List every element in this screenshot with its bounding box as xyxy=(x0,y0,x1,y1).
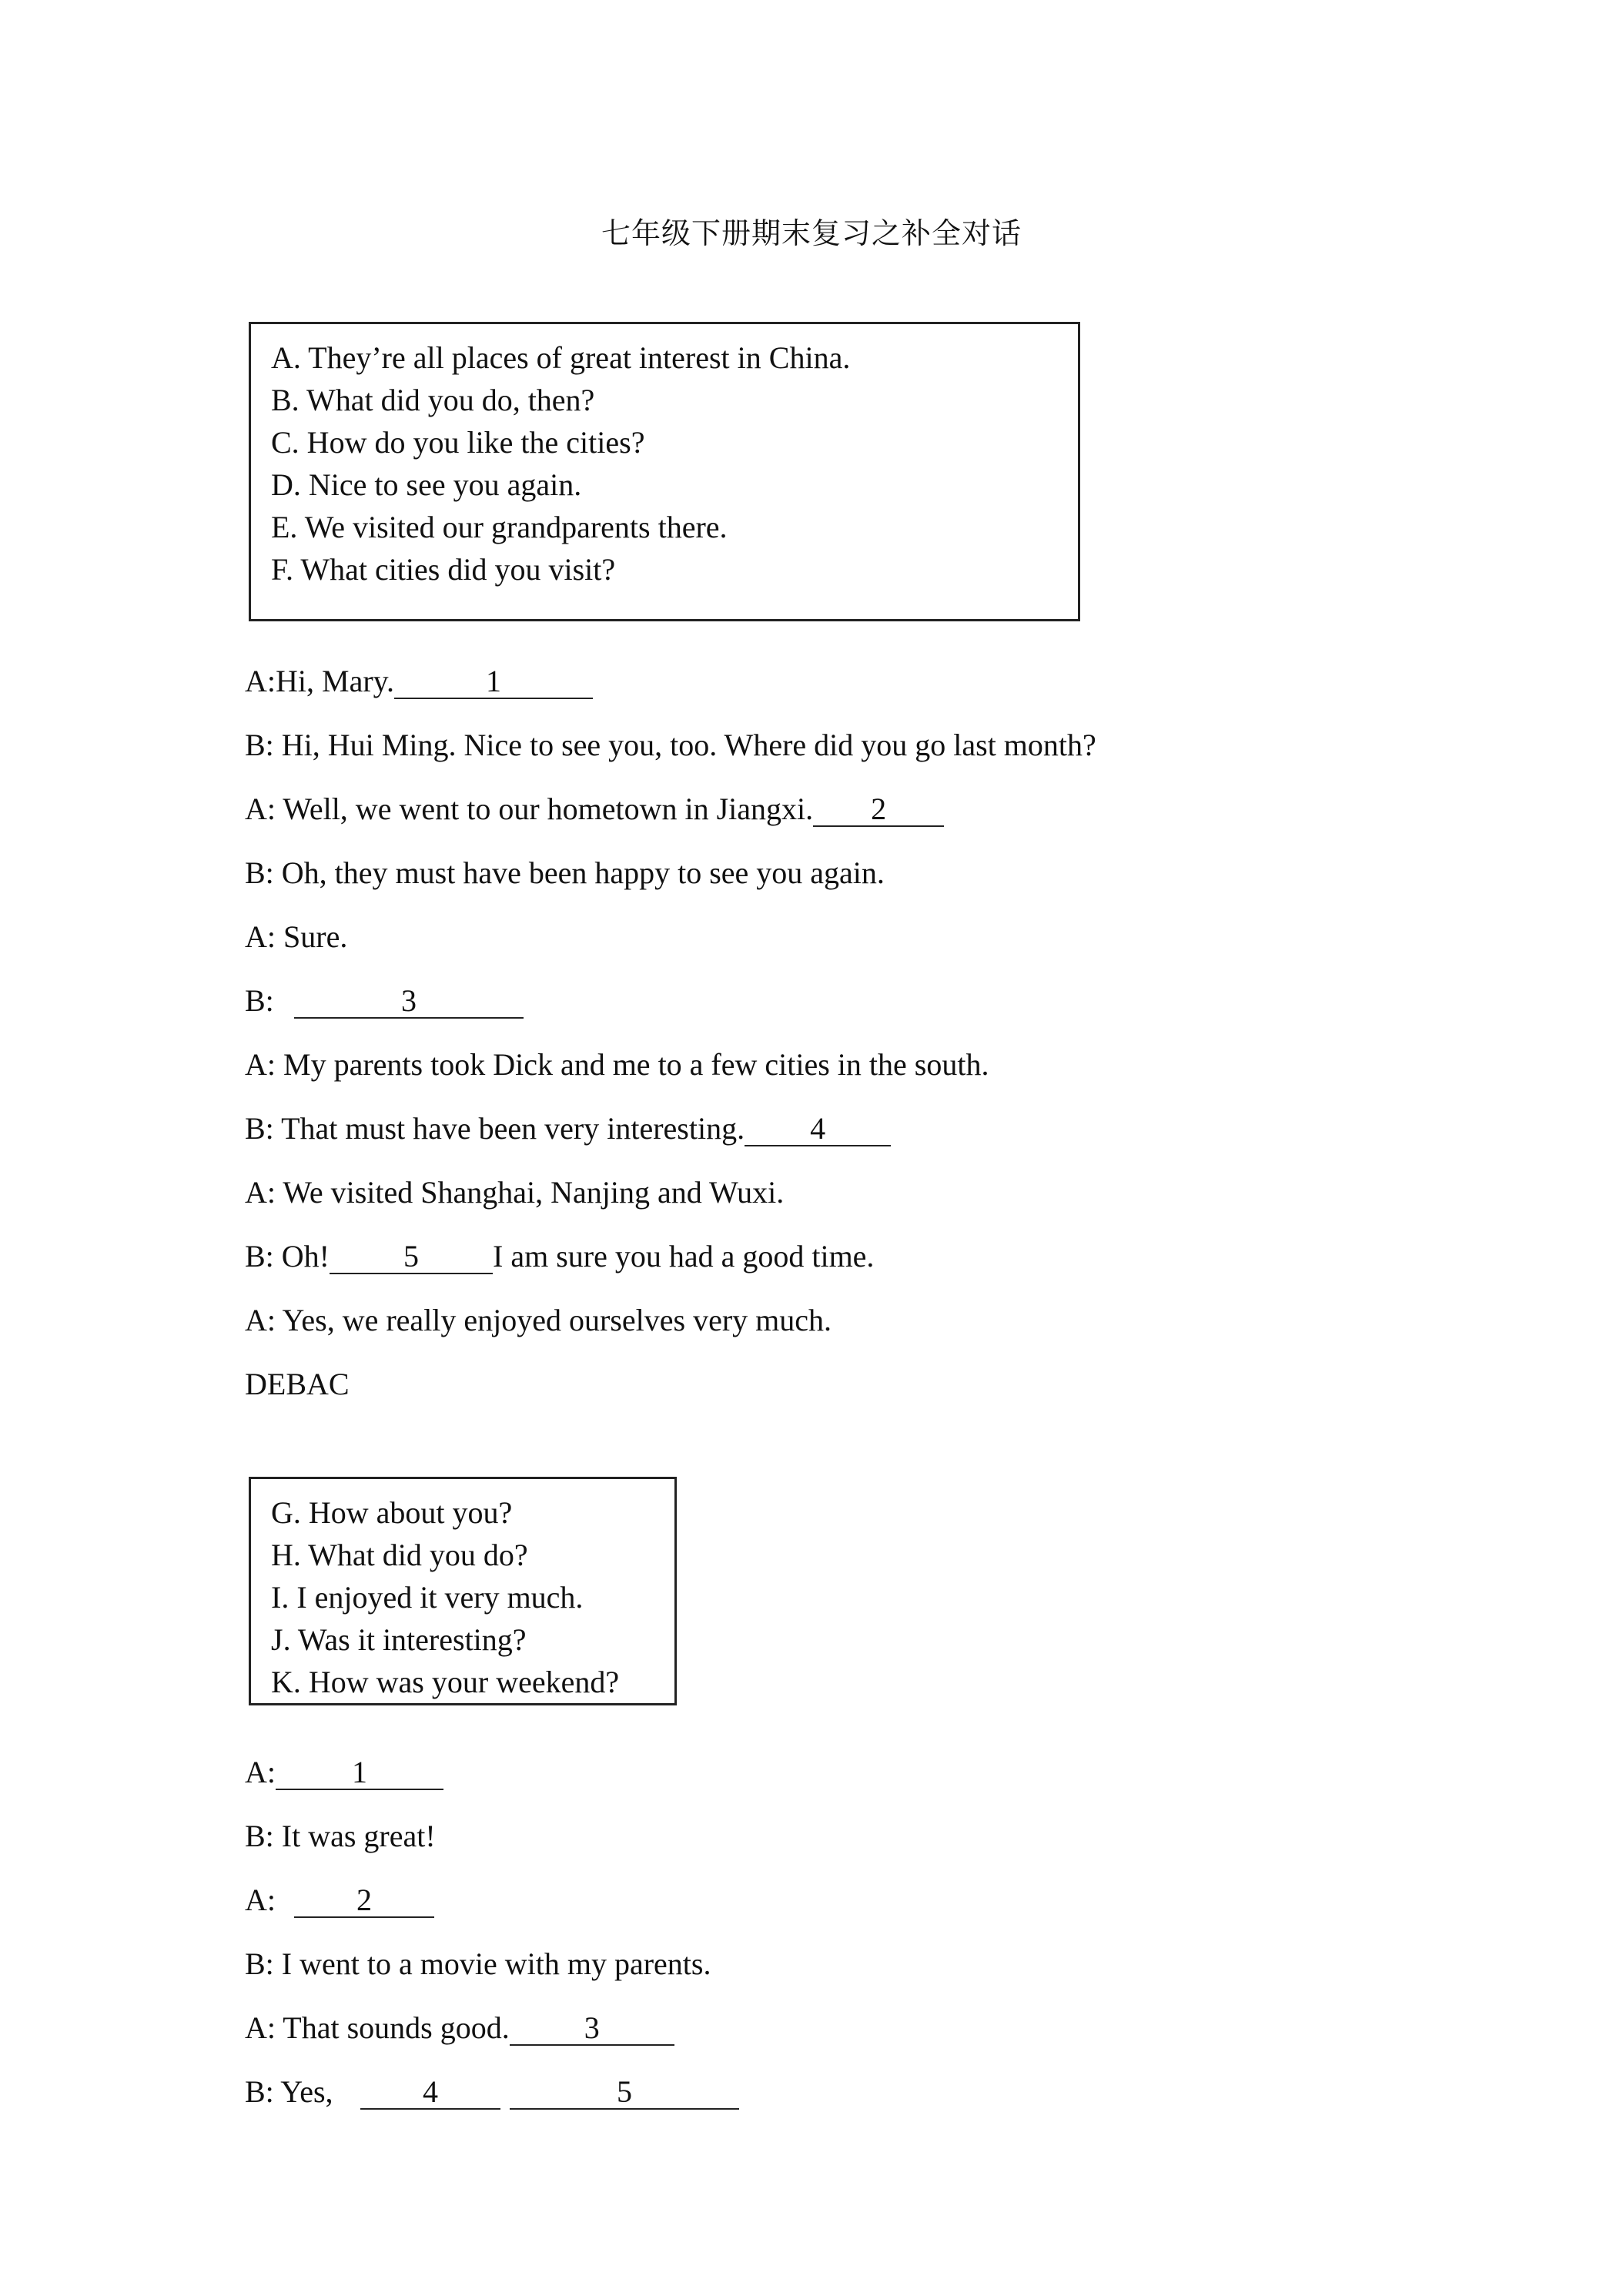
answer-blank[interactable]: 1 xyxy=(276,1756,443,1790)
option-b: B. What did you do, then? xyxy=(271,383,595,417)
answer-blank[interactable]: 4 xyxy=(360,2076,500,2110)
dialogue-line: B: That must have been very interesting. 4 xyxy=(245,1096,1096,1160)
option-box-1 xyxy=(249,322,1080,621)
option-d: D. Nice to see you again. xyxy=(271,467,582,502)
option-box-2 xyxy=(249,1477,677,1705)
option-i: I. I enjoyed it very much. xyxy=(271,1580,584,1615)
dialogue-line: A: We visited Shanghai, Nanjing and Wuxi. xyxy=(245,1175,785,1210)
dialogue-line: A: My parents took Dick and me to a few cities in the south. xyxy=(245,1047,989,1082)
answer-blank[interactable]: 2 xyxy=(294,1884,434,1918)
dialogue-line: A: Sure. xyxy=(245,919,348,954)
dialogue-1 xyxy=(245,649,1096,1416)
dialogue-line: A: Well, we went to our hometown in Jiangxi. 2 xyxy=(245,777,1096,841)
dialogue-line: A:Hi, Mary. 1 xyxy=(245,649,1096,713)
option-c: C. How do you like the cities? xyxy=(271,425,645,460)
page-title: 七年级下册期末复习之补全对话 xyxy=(601,216,1022,250)
option-a: A. They’re all places of great interest in China. xyxy=(271,340,851,375)
answer-blank[interactable]: 4 xyxy=(745,1113,891,1146)
answer-blank[interactable]: 3 xyxy=(510,2012,674,2046)
dialogue-line: B: Oh, they must have been happy to see you again. xyxy=(245,855,885,890)
answer-blank[interactable]: 5 xyxy=(510,2076,739,2110)
answer-blank[interactable]: 1 xyxy=(394,665,593,699)
answer-blank[interactable]: 5 xyxy=(330,1240,493,1274)
dialogue-line: B: I went to a movie with my parents. xyxy=(245,1946,711,1981)
dialogue-line: A: 1 xyxy=(245,1740,739,1804)
dialogue-line: A: Yes, we really enjoyed ourselves very much. xyxy=(245,1303,832,1337)
option-f: F. What cities did you visit? xyxy=(271,552,616,587)
dialogue-line: A: That sounds good. 3 xyxy=(245,1996,739,2060)
answer-blank[interactable]: 2 xyxy=(813,793,944,827)
option-k: K. How was your weekend? xyxy=(271,1665,620,1699)
option-h: H. What did you do? xyxy=(271,1538,528,1572)
answer-key: DEBAC xyxy=(245,1367,350,1401)
dialogue-line: B: 3 xyxy=(245,969,1096,1033)
answer-blank[interactable]: 3 xyxy=(294,985,524,1019)
option-g: G. How about you? xyxy=(271,1495,513,1530)
dialogue-line: B: Hi, Hui Ming. Nice to see you, too. Where did you go last month? xyxy=(245,728,1096,762)
dialogue-line: B: Oh! 5 I am sure you had a good time. xyxy=(245,1239,875,1274)
dialogue-line: B: It was great! xyxy=(245,1819,436,1853)
dialogue-2 xyxy=(245,1740,739,2124)
option-e: E. We visited our grandparents there. xyxy=(271,510,728,544)
dialogue-line: A: 2 xyxy=(245,1868,739,1932)
option-j: J. Was it interesting? xyxy=(271,1622,527,1657)
dialogue-line: B: Yes, 4 5 xyxy=(245,2060,739,2124)
